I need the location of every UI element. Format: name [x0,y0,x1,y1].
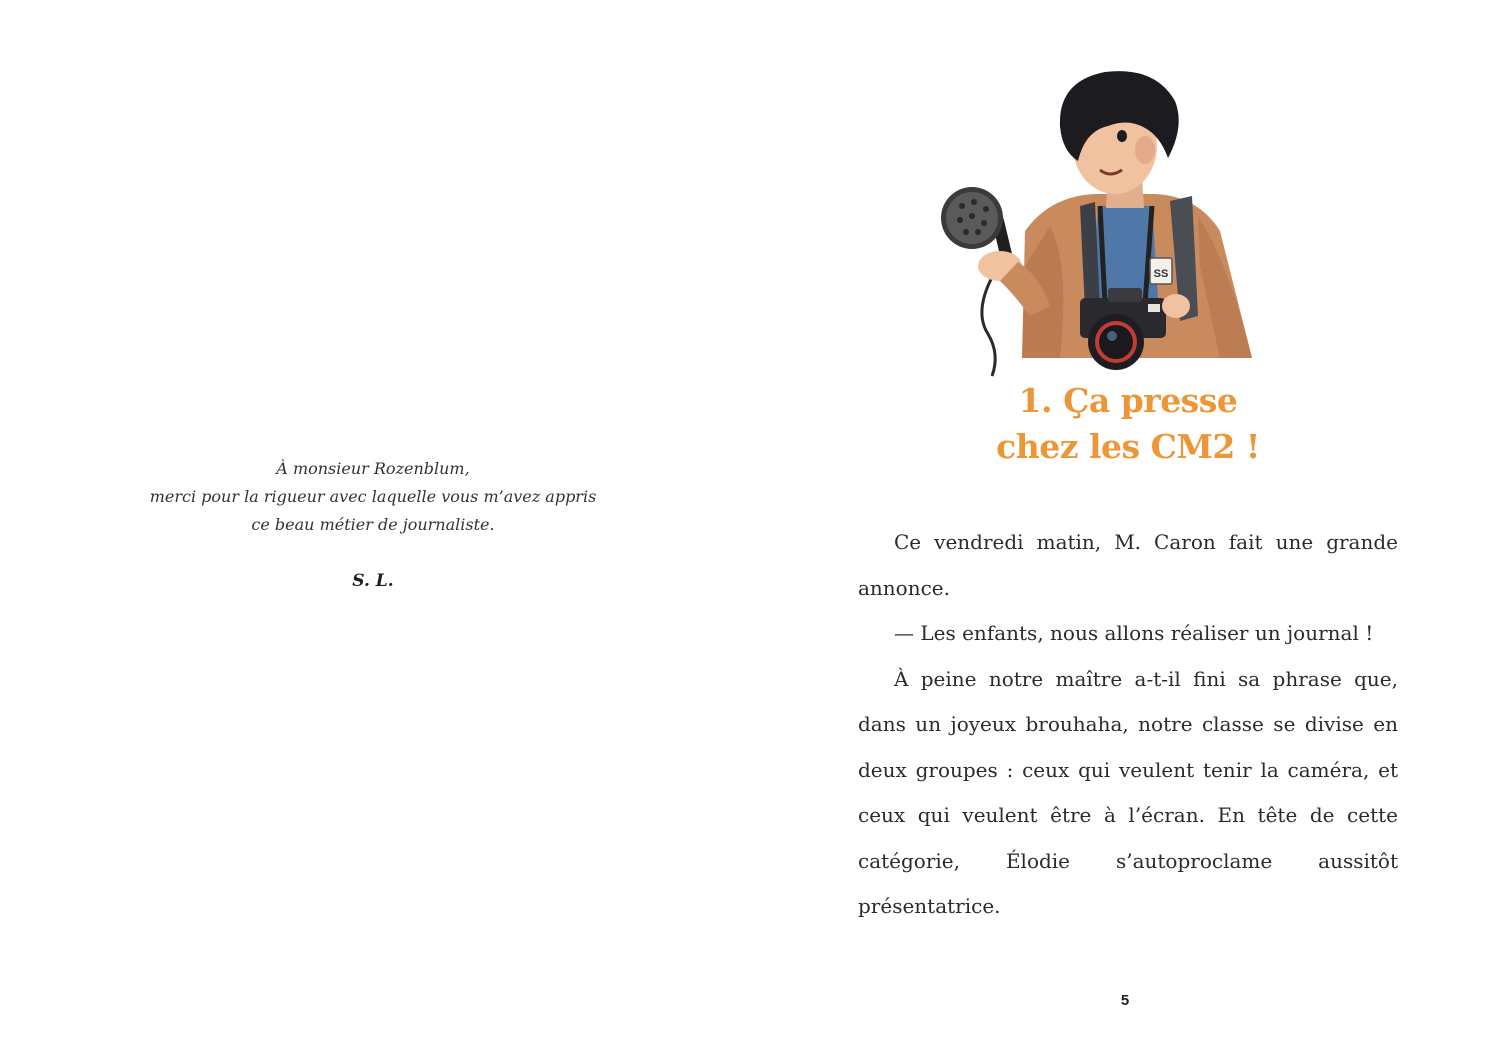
chapter-body [858,520,1398,930]
chapter-title-line: chez les CM2 ! [996,427,1260,466]
chapter-title-line: 1. Ça presse [1018,381,1238,420]
dedication-line: merci pour la rigueur avec laquelle vous m’avez appris [149,487,597,506]
microphone-icon [941,187,1010,376]
dedication-line: À monsieur Rozenblum, [276,459,470,478]
page-number: 5 [1120,992,1130,1009]
press-badge-text: SS [1153,268,1169,280]
paragraph: Ce vendredi matin, M. Caron fait une grande annonce. [858,530,1398,600]
chapter-title [858,378,1398,470]
dedication-signature: S. L. [352,571,394,591]
reporter-illustration [930,66,1265,384]
dedication [123,455,623,595]
paragraph: À peine notre maître a-t-il fini sa phrase que, dans un joyeux brouhaha, notre classe se divise en deux groupes : ceux qui veulent tenir la caméra, et ceux qui veulent être à l’écran. En tête de cette catégorie, Élodie s’autoproclame aussitôt présentatrice. [858,666,1398,918]
paragraph: — Les enfants, nous allons réaliser un journal ! [894,621,1374,645]
dedication-line: ce beau métier de journaliste. [251,515,495,534]
